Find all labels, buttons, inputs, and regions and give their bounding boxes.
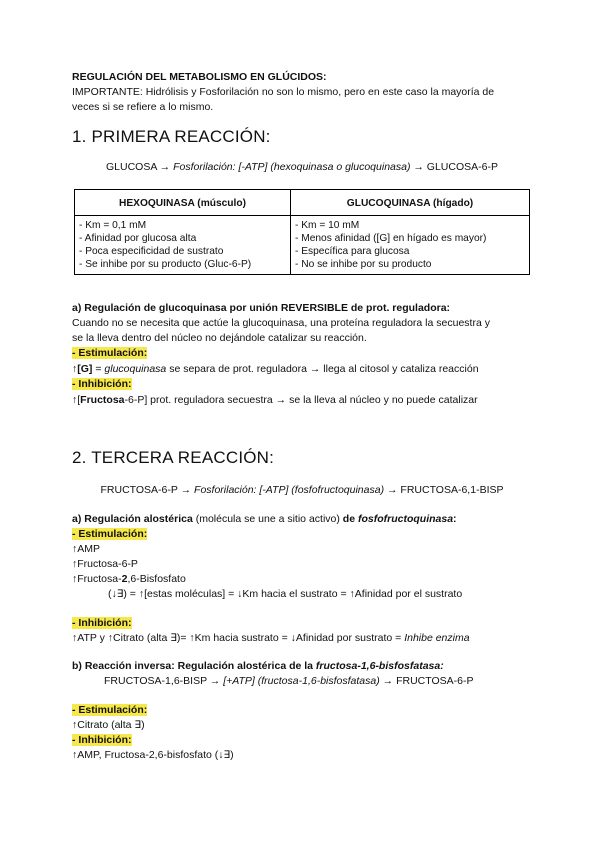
stimulation-text: ↑[G] = glucoquinasa se separa de prot. reguladora → llega al citosol y cataliza reacción [72,363,479,375]
section1-sub-a-title: a) Regulación de glucoquinasa por unión REVERSIBLE de prot. reguladora: [72,302,451,314]
stimulation-label: - Estimulación: [72,528,148,540]
important-note-line2: veces si se refiere a lo mismo. [72,101,214,113]
inhibition-text: ↑[Fructosa-6-P] prot. reguladora secuestra → se la lleva al núcleo y no puede catalizar [72,394,478,406]
table-header-glucoquinasa: GLUCOQUINASA (hígado) [291,190,530,216]
stimulation-note: (↓∃) = ↑[estas moléculas] = ↓Km hacia el sustrato = ↑Afinidad por el sustrato [108,588,463,600]
reaction-substrate: GLUCOSA → [106,161,174,173]
important-note-line1: IMPORTANTE: Hidrólisis y Fosforilación no son lo mismo, pero en este caso la mayoría de [72,86,495,98]
inhibition-label: - Inhibición: [72,734,132,746]
stimulation-label: - Estimulación: [72,347,148,359]
list-item: - Poca especificidad de sustrato [79,246,224,257]
inhibition-label: - Inhibición: [72,617,132,629]
list-item: - No se inhibe por su producto [295,259,432,270]
list-item: - Se inhibe por su producto (Gluc-6-P) [79,259,252,270]
inhibition-text: ↑ATP y ↑Citrato (alta ∃)= ↑Km hacia sustrato = ↓Afinidad por sustrato = Inhibe enzima [72,632,470,644]
inverse-reaction: FRUCTOSA-1,6-BISP → [+ATP] (fructosa-1,6-bisfosfatasa) → FRUCTOSA-6-P [104,675,474,687]
reaction-product: → FRUCTOSA-6,1-BISP [384,484,504,496]
section2-sub-a-title: a) Regulación alostérica (molécula se une a sitio activo) de fosfofructoquinasa: [72,513,457,525]
section1-sub-a-desc2: se la lleva dentro del núcleo no dejándole catalizar su reacción. [72,332,367,344]
hexoquinasa-cell [75,216,291,275]
inhibition-label: - Inhibición: [72,378,132,390]
list-item: - Menos afinidad ([G] en hígado es mayor) [295,233,487,244]
section1-heading: 1. PRIMERA REACCIÓN: [72,127,271,146]
reaction-process: Fosforilación: [-ATP] (hexoquinasa o glucoquinasa) [173,161,411,173]
list-item: ↑AMP [72,543,101,555]
section2-reaction [72,483,532,498]
section2-sub-b-title: b) Reacción inversa: Regulación alostérica de la fructosa-1,6-bisfosfatasa: [72,660,444,672]
section1-sub-a-desc1: Cuando no se necesita que actúe la glucoquinasa, una proteína reguladora la secuestra y [72,317,490,329]
document-page [72,70,532,763]
reaction-process: Fosforilación: [-ATP] (fosfofructoquinasa) [194,484,385,496]
stimulation-text: ↑Citrato (alta ∃) [72,719,145,731]
enzyme-comparison-table [74,189,530,275]
glucoquinasa-cell [291,216,530,275]
reaction-substrate: FRUCTOSA-6-P → [100,484,195,496]
list-item: - Específica para glucosa [295,246,410,257]
list-item: - Afinidad por glucosa alta [79,233,197,244]
section2-heading: 2. TERCERA REACCIÓN: [72,448,275,467]
list-item: - Km = 10 mM [295,220,360,231]
inhibition-text: ↑AMP, Fructosa-2,6-bisfosfato (↓∃) [72,749,234,761]
document-title: REGULACIÓN DEL METABOLISMO EN GLÚCIDOS: [72,71,327,83]
list-item: - Km = 0,1 mM [79,220,147,231]
list-item: ↑Fructosa-2,6-Bisfosfato [72,573,186,585]
list-item: ↑Fructosa-6-P [72,558,138,570]
section1-reaction [72,160,532,175]
stimulation-label: - Estimulación: [72,704,148,716]
reaction-product: → GLUCOSA-6-P [410,161,498,173]
table-header-hexoquinasa: HEXOQUINASA (músculo) [75,190,291,216]
